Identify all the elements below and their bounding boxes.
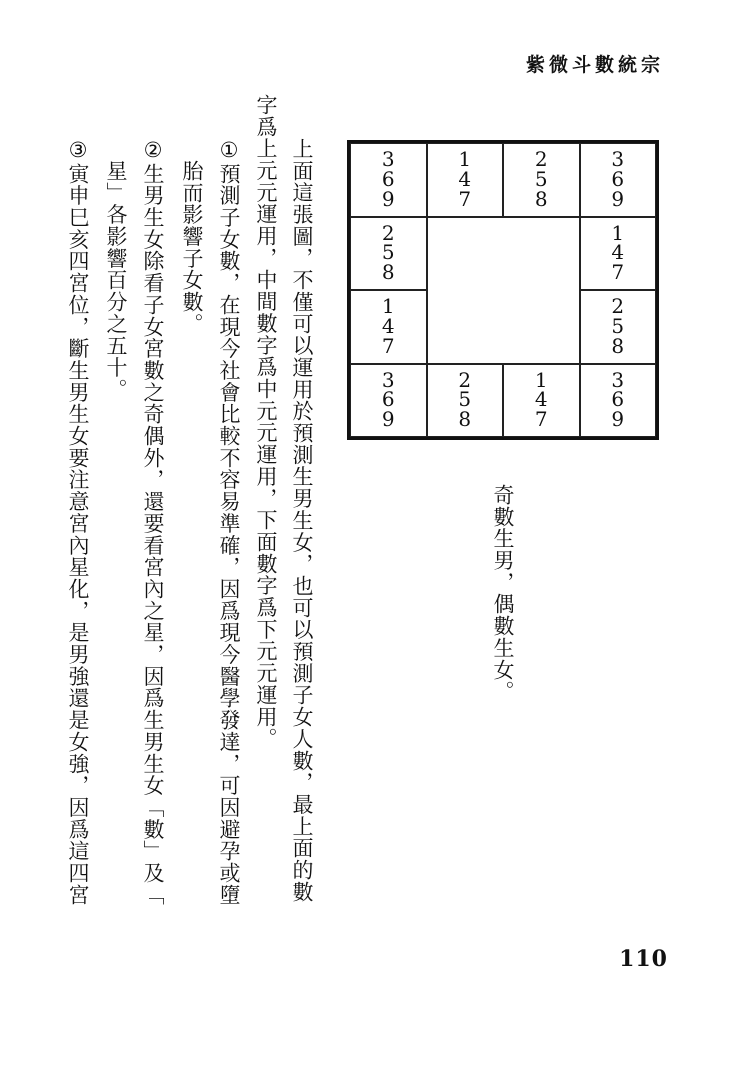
- grid-cell: [350, 364, 427, 438]
- grid-cell: [350, 217, 427, 291]
- cell-digit: 4: [534, 387, 548, 412]
- grid-cell: [503, 364, 580, 438]
- cell-digits: [381, 294, 395, 358]
- cell-digit: 5: [381, 240, 395, 265]
- grid-cell: [427, 364, 504, 438]
- cell-digit: 3: [381, 367, 395, 392]
- grid-cell: [580, 290, 657, 364]
- cell-digits: [611, 220, 625, 285]
- cell-digit: 2: [534, 147, 548, 172]
- cell-digit: 2: [611, 294, 625, 319]
- cell-digit: 8: [458, 407, 472, 432]
- body-column-7: ③寅申巳亥四宮位，斷生男生女要注意宮內星化，是男強還是女強，因爲這四宮: [66, 138, 90, 906]
- cell-digit: 9: [381, 407, 395, 432]
- cell-digits: [381, 220, 395, 285]
- body-column-2: 字爲上元元運用，中間數字爲中元元運用，下面數字爲下元元運用。: [254, 94, 278, 750]
- cell-digit: 7: [611, 260, 625, 285]
- cell-digits: [611, 367, 625, 432]
- body-column-3: ①預測子女數，在現今社會比較不容易準確，因爲現今醫學發達，可因避孕或墮: [217, 138, 241, 906]
- cell-digit: 8: [381, 260, 395, 285]
- cell-digit: 7: [458, 186, 472, 211]
- cell-digit: 4: [381, 313, 395, 338]
- cell-digit: 3: [611, 147, 625, 172]
- cell-digit: 5: [534, 166, 548, 191]
- grid-cell: [580, 364, 657, 438]
- cell-digit: 1: [381, 294, 395, 319]
- body-column-1: 上面這張圖，不僅可以運用於預測生男生女，也可以預測子女人數，最上面的數: [290, 138, 314, 903]
- cell-digit: 5: [611, 313, 625, 338]
- cell-digit: 3: [611, 367, 625, 392]
- cell-digit: 1: [611, 220, 625, 245]
- grid-cell: [350, 290, 427, 364]
- cell-digit: 5: [458, 387, 472, 412]
- grid-cell: [350, 143, 427, 217]
- cell-digit: 8: [534, 186, 548, 211]
- number-grid: [347, 140, 659, 440]
- cell-digits: [611, 147, 625, 211]
- running-header: 紫微斗數統宗: [525, 54, 664, 76]
- body-column-6: 星」各影響百分之五十。: [104, 160, 128, 401]
- cell-digit: 6: [381, 387, 395, 412]
- cell-digit: 1: [458, 147, 472, 172]
- caption-text: 奇數生男，偶數生女。: [491, 484, 515, 703]
- cell-digits: [534, 367, 548, 432]
- cell-digits: [381, 147, 395, 211]
- cell-digit: 4: [458, 166, 472, 191]
- cell-digit: 7: [381, 333, 395, 358]
- cell-digits: [534, 147, 548, 211]
- cell-digit: 6: [611, 387, 625, 412]
- cell-digit: 7: [534, 407, 548, 432]
- grid-cell: [580, 217, 657, 291]
- grid-cell: [427, 143, 504, 217]
- cell-digits: [611, 294, 625, 358]
- cell-digits: [381, 367, 395, 432]
- cell-digits: [458, 147, 472, 211]
- grid-center-blank: [427, 217, 580, 364]
- cell-digit: 3: [381, 147, 395, 172]
- page-number: 110: [619, 946, 668, 972]
- cell-digit: 2: [458, 367, 472, 392]
- cell-digit: 9: [611, 407, 625, 432]
- cell-digit: 9: [381, 186, 395, 211]
- grid-cell: [503, 143, 580, 217]
- body-column-5: ②生男生女除看子女宮數之奇偶外，還要看宮內之星，因爲生男生女「數」及「: [141, 138, 165, 906]
- cell-digit: 6: [381, 166, 395, 191]
- body-column-4: 胎而影響子女數。: [180, 160, 204, 335]
- cell-digit: 4: [611, 240, 625, 265]
- cell-digits: [458, 367, 472, 432]
- cell-digit: 1: [534, 367, 548, 392]
- grid-cell: [580, 143, 657, 217]
- cell-digit: 6: [611, 166, 625, 191]
- cell-digit: 9: [611, 186, 625, 211]
- cell-digit: 2: [381, 220, 395, 245]
- cell-digit: 8: [611, 333, 625, 358]
